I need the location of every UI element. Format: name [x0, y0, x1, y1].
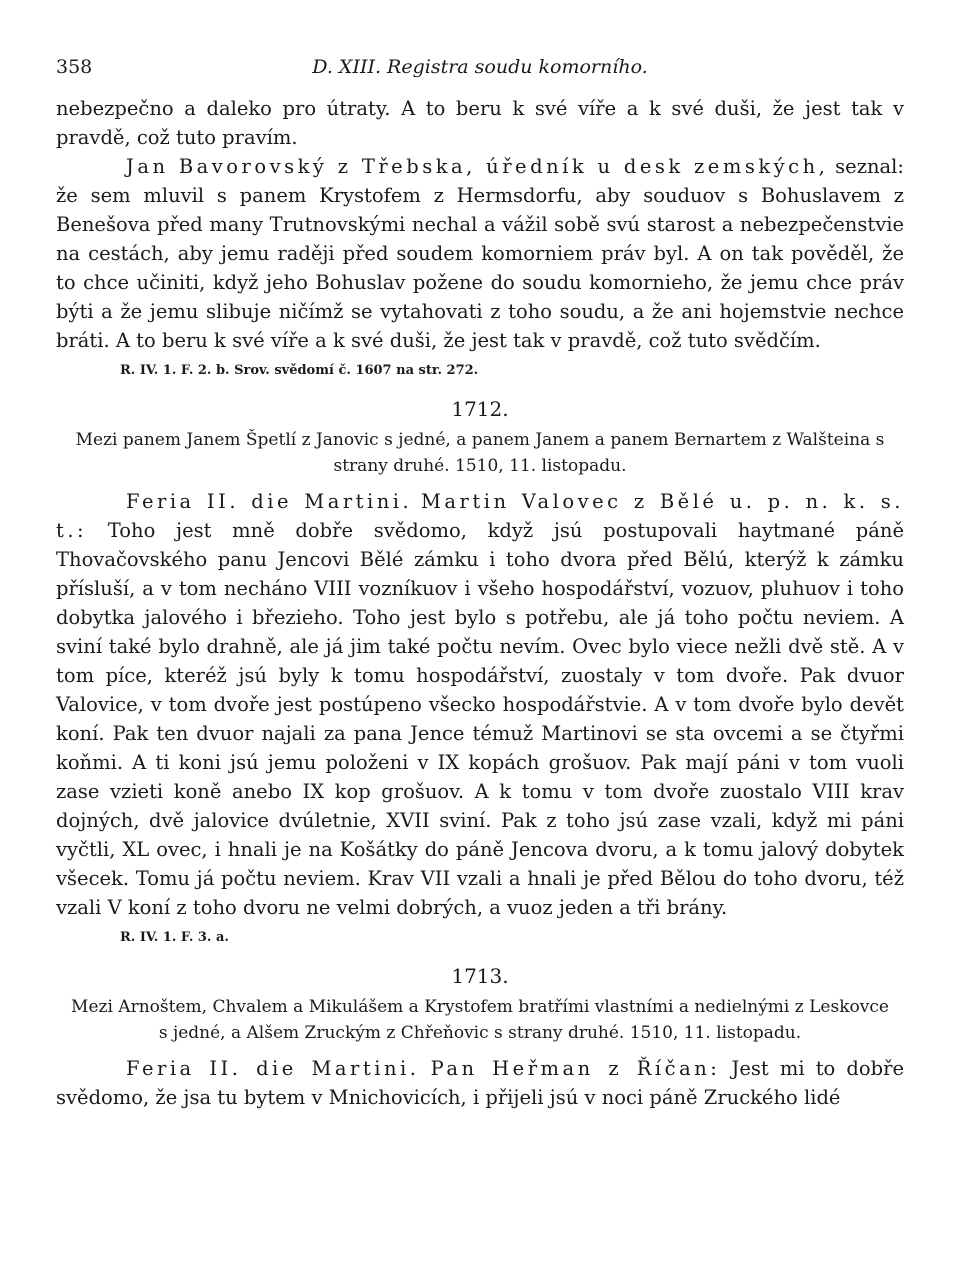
date-phrase: Feria II. die Martini. [126, 490, 413, 513]
testimony-paragraph-rican [56, 1054, 904, 1112]
entry-number-1712: 1712. [451, 397, 509, 421]
entry-heading-1712: Mezi panem Janem Špetlí z Janovic s jedné, a panem Janem a panem Bernartem z Walšteina s strany druhé. 1510, 11. listopadu. [75, 430, 885, 476]
running-header [56, 56, 904, 86]
continuation-paragraph: nebezpečno a daleko pro útraty. A to beru k své víře a k své duši, že jest tak v pravdě, což tuto pravím. [56, 97, 904, 149]
testimony-text: Toho jest mně dobře svědomo, když jsú postupovali haytmané páně Thovačovského panu Jencovi Bělé zámku i toho dvora před Bělú, kterýž k zámku přísluší, a v tom necháno VIII vozníkuov i všeho hospodářství, vozuov, pluhuov i toho dobytka jalového i březieho. Toho jest bylo s potřebu, ale já toho počtu neviem. A sviní také bylo drahně, ale já jim také počtu nevím. Ovec bylo viece nežli dvě stě. A v tom píce, kteréž jsú byly k tomu hospodářství, zuostaly v tom dvoře. Pak dvuor Valovice, v tom dvoře jest postúpeno všecko hospodářstvie. A v tom dvoře bylo devět koní. Pak ten dvuor najali za pana Jence témuž Martinovi se sta ovcemi a se čtyřmi koňmi. A ti koni jsú jemu položeni v IX kopách grošuov. Pak mají páni v tom vuoli zase vzieti koně anebo IX kop grošuov. A k tomu v tom dvoře zuostalo VIII krav dojných, dvě jalovice dvúletnie, XVII sviní. Pak z toho jsú zase vzali, když mi páni vyčtli, XL ovec, i hnali je na Košátky do páně Jencova dvoru, a k tomu jalový dobytek všecek. Tomu já počtu neviem. Krav VII vzali a hnali je před Bělou do toho dvoru, též vzali V koní z toho dvoru ne velmi dobrých, a vuoz jeden a tři brány. [56, 519, 904, 919]
entry-heading-1713: Mezi Arnoštem, Chvalem a Mikulášem a Krystofem bratřími vlastními a nedielnými z Leskovce s jedné, a Alšem Zruckým z Chřeňovic s strany druhé. 1510, 11. listopadu. [71, 997, 889, 1043]
date-phrase: Feria II. die Martini. [126, 1057, 420, 1080]
testimony-paragraph-valovec [56, 487, 904, 922]
speaker-name: Pan Heřman z Říčan: [430, 1057, 721, 1080]
archival-reference: R. IV. 1. F. 2. b. Srov. svědomí č. 1607 na str. 272. [120, 363, 479, 378]
document-page [56, 56, 904, 1112]
speaker-name: Jan Bavorovský z Třebska, úředník u desk zemských, [126, 155, 829, 178]
speaker-name: Martin Valovec z Bělé u. p. n. k. s. t.: [56, 490, 905, 542]
testimony-text: seznal: že sem mluvil s panem Krystofem z Hermsdorfu, aby souduov s Bohuslavem z Benešova před many Trutnovskými nechal a vážil sobě svú starost a nebezpečenstvie na cestách, aby jemu raději před soudem komorniem práv byl. A on tak pověděl, že to chce učiniti, když jeho Bohuslav požene do soudu komornieho, že jemu chce práv býti a že jemu slibuje ničímž se vytahovati z toho soudu, a že ani hojemstvie nechce bráti. A to beru k své víře a k své duši, že jest tak v pravdě, což tuto svědčím. [56, 155, 904, 352]
page-number: 358 [56, 56, 93, 78]
running-title: D. XIII. Registra soudu komorního. [312, 56, 648, 78]
testimony-text: Jest mi to dobře svědomo, že jsa tu bytem v Mnichovicích, i přijeli jsú v noci páně Zruckého lidé [56, 1057, 904, 1109]
testimony-paragraph-bavorovsky [56, 152, 904, 355]
entry-number-1713: 1713. [451, 964, 509, 988]
archival-reference: R. IV. 1. F. 3. a. [120, 930, 229, 945]
